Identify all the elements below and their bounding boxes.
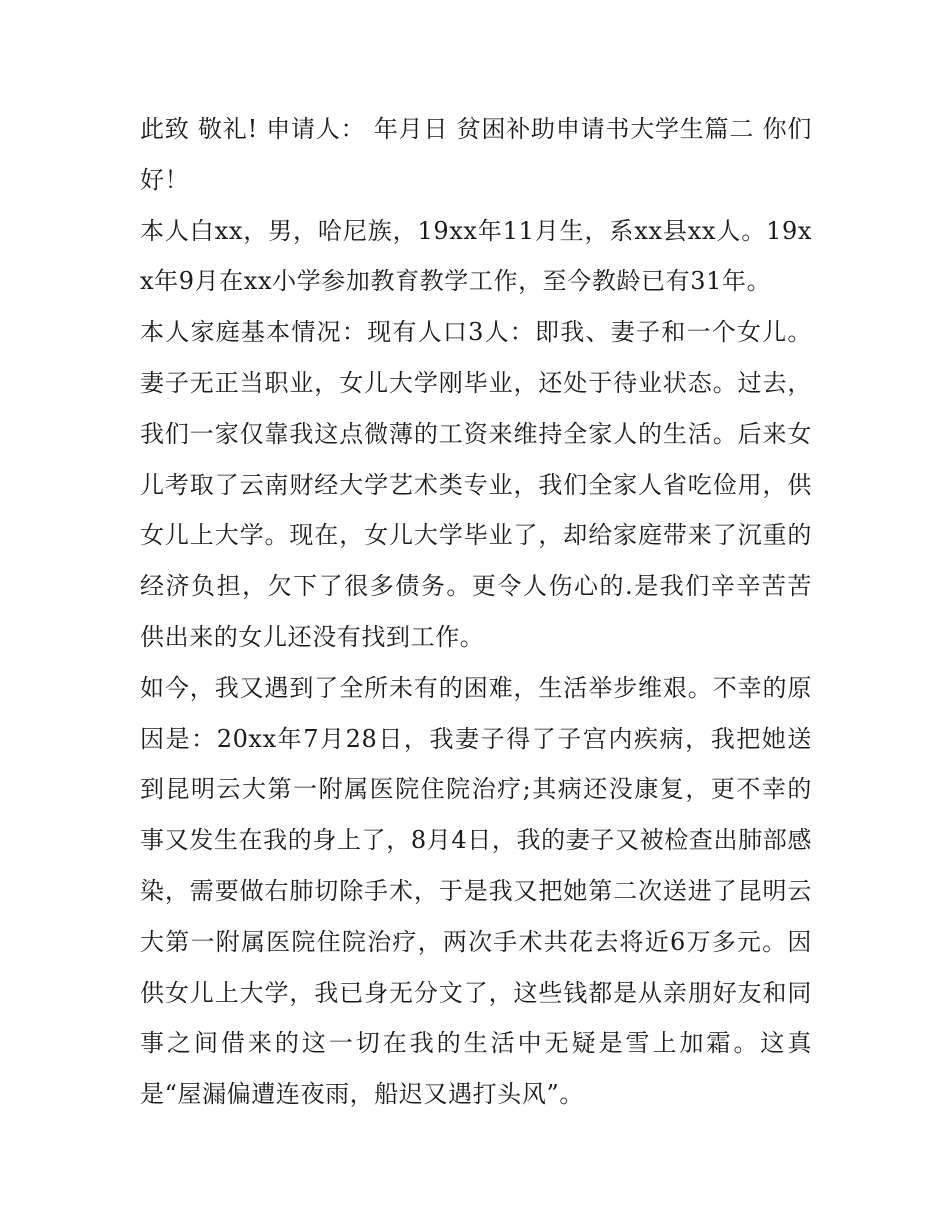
paragraph-personal-info: 本人白xx，男，哈尼族，19xx年11月生，系xx县xx人。19xx年9月在xx小学参加教育教学工作，至今教龄已有31年。 — [140, 216, 812, 296]
paragraph-closing-and-greeting: 此致 敬礼! 申请人： 年月日 贫困补助申请书大学生篇二 你们好！ — [140, 115, 812, 194]
paragraph-family-situation: 本人家庭基本情况：现有人口3人：即我、妻子和一个女儿。妻子无正当职业，女儿大学刚毕业，还处于待业状态。过去，我们一家仅靠我这点微薄的工资来维持全家人的生活。后来女儿考取了云南财经大学艺术类专业，我们全家人省吃俭用，供女儿上大学。现在，女儿大学毕业了，却给家庭带来了沉重的经济负担，欠下了很多债务。更令人伤心的.是我们辛辛苦苦供出来的女儿还没有找到工作。 — [140, 318, 812, 651]
paragraph-current-difficulties: 如今，我又遇到了全所未有的困难，生活举步维艰。不幸的原因是：20xx年7月28日，我妻子得了子宫内疾病，我把她送到昆明云大第一附属医院住院治疗;其病还没康复，更不幸的事又发生在我的身上了，8月4日，我的妻子又被检查出肺部感染，需要做右肺切除手术，于是我又把她第二次送进了昆明云大第一附属医院住院治疗，两次手术共花去将近6万多元。因供女儿上大学，我已身无分文了，这些钱都是从亲朋好友和同事之间借来的这一切在我的生活中无疑是雪上加霜。这真是“屋漏偏遭连夜雨，船迟又遇打头风”。 — [140, 673, 812, 1109]
document-body — [140, 104, 812, 1120]
